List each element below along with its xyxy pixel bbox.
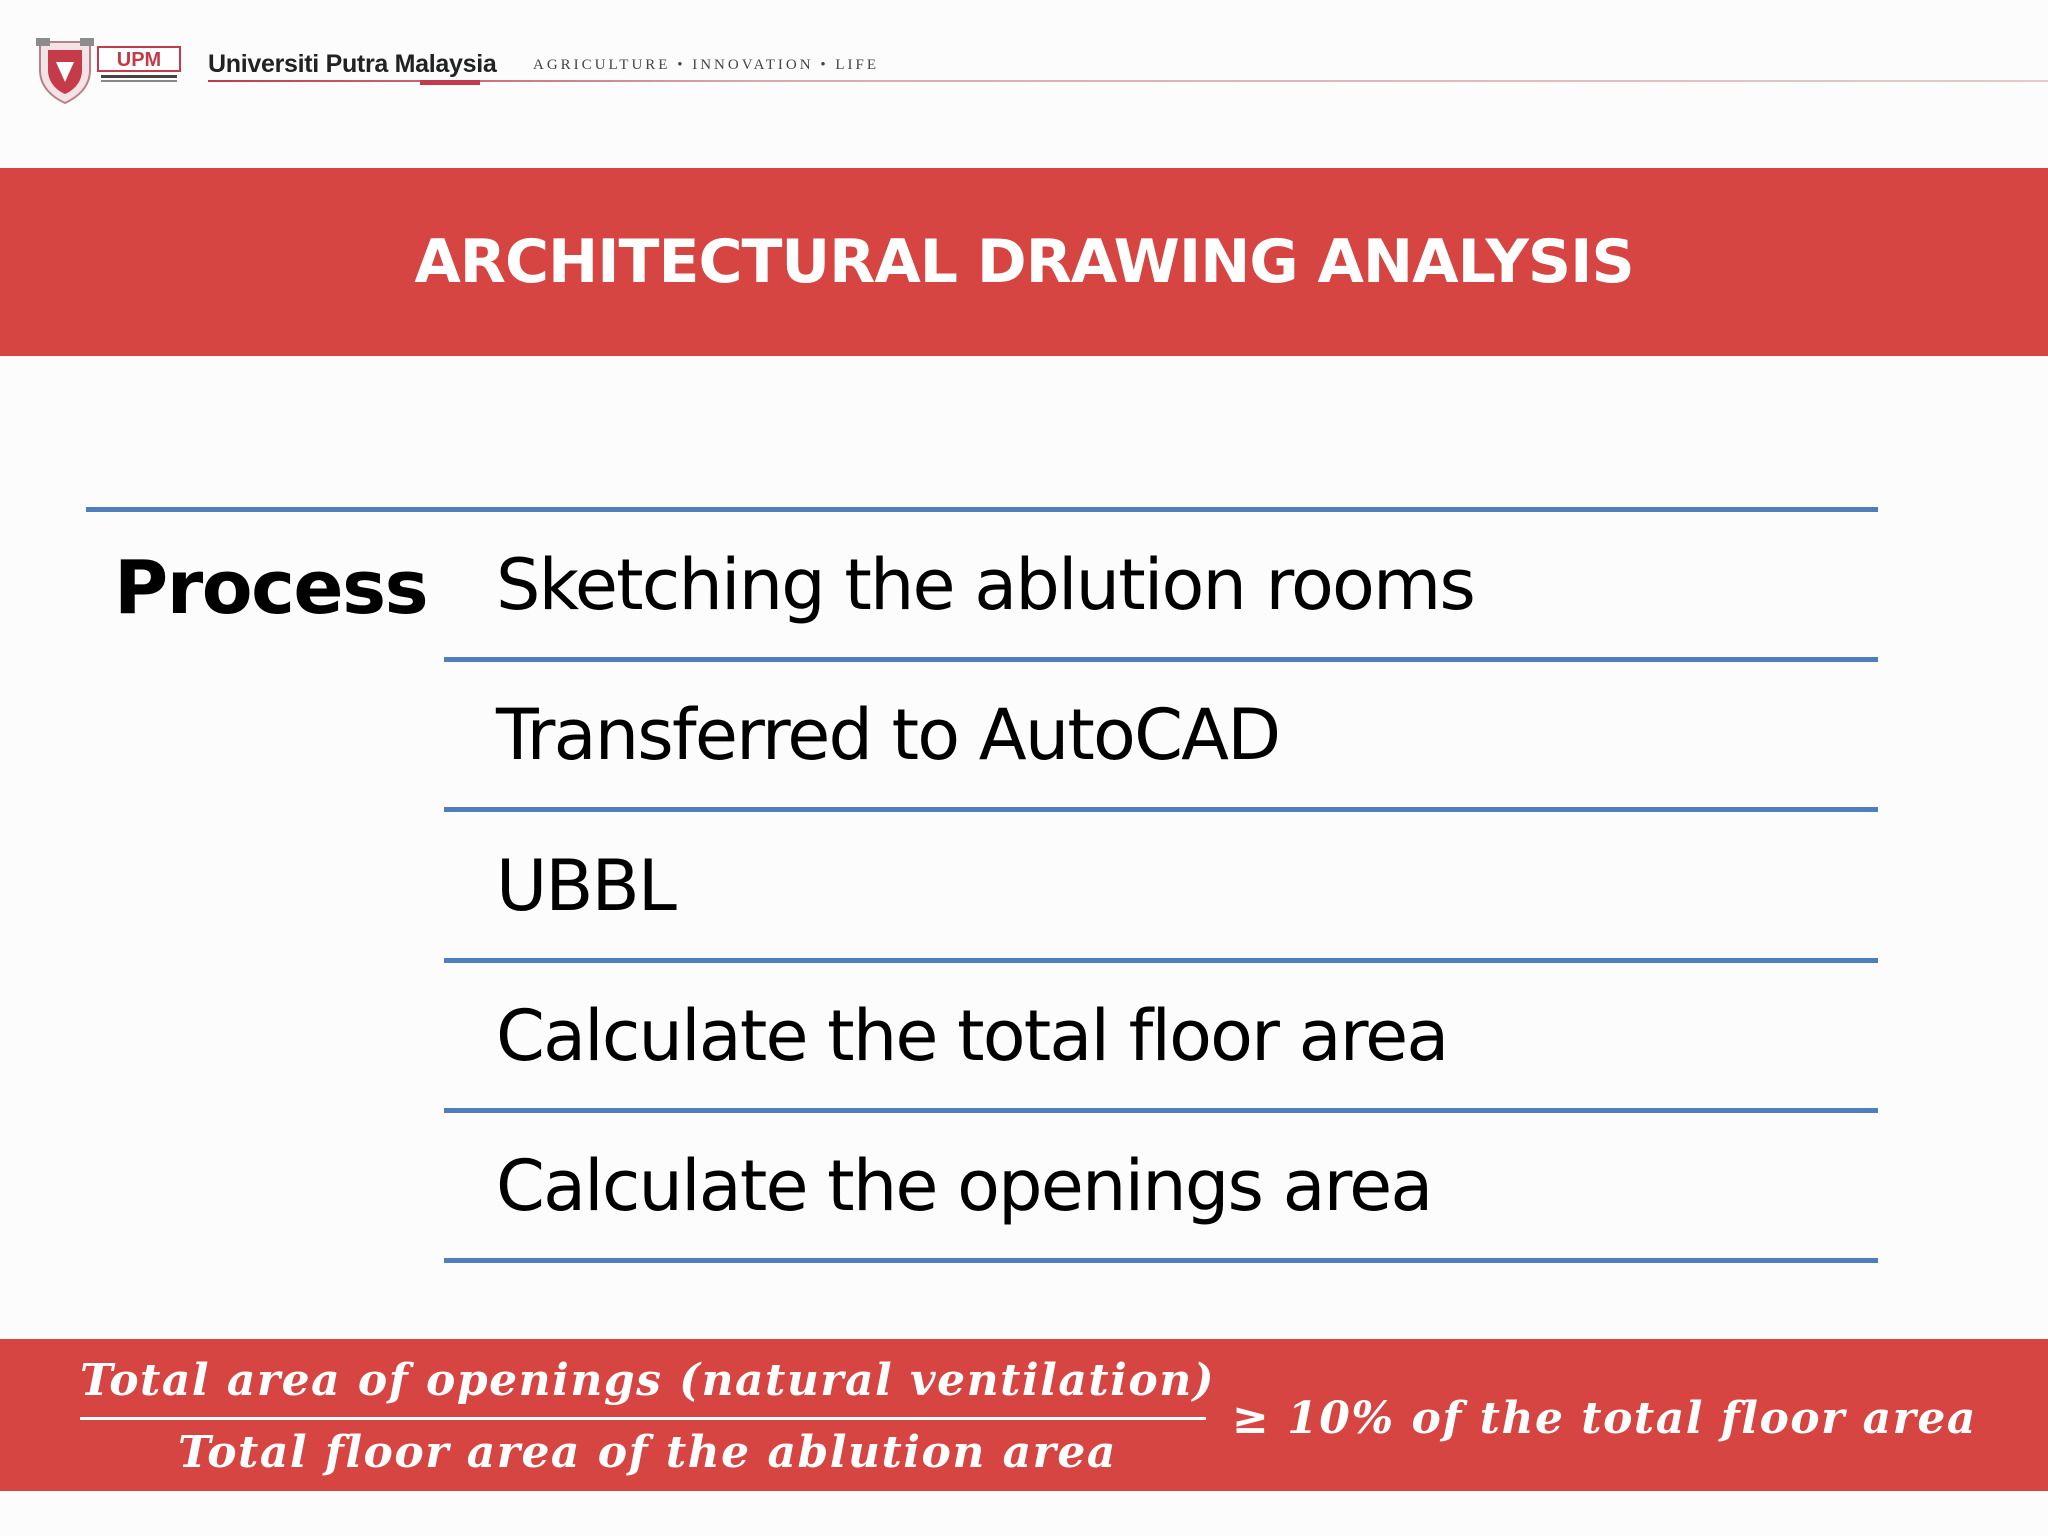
table-row-rule [444, 1108, 1878, 1113]
process-label: Process [114, 545, 428, 631]
university-tagline: AGRICULTURE • INNOVATION • LIFE [533, 57, 880, 73]
header-divider-accent [420, 80, 480, 85]
header [0, 0, 2048, 120]
table-row-rule [444, 657, 1878, 662]
table-top-rule [86, 507, 1878, 512]
table-row-rule [444, 958, 1878, 963]
title-band [0, 168, 2048, 356]
process-step-sketching: Sketching the ablution rooms [496, 544, 1475, 626]
formula-fraction-bar [80, 1417, 1206, 1420]
university-name: Universiti Putra Malaysia [208, 50, 497, 78]
formula-band [0, 1339, 2048, 1491]
process-step-openings-area: Calculate the openings area [496, 1145, 1432, 1227]
header-divider [208, 80, 2048, 82]
svg-text:UPM: UPM [116, 49, 162, 71]
formula-numerator: Total area of openings (natural ventilation) [80, 1355, 1216, 1406]
formula-denominator: Total floor area of the ablution area [178, 1427, 1117, 1478]
process-step-ubbl: UBBL [496, 845, 676, 927]
table-row-rule [444, 1258, 1878, 1263]
table-row-rule [444, 807, 1878, 812]
upm-logo [97, 46, 181, 86]
formula-inequality: ≥ 10% of the total floor area [1232, 1393, 1977, 1444]
process-step-autocad: Transferred to AutoCAD [496, 694, 1280, 776]
process-step-floor-area: Calculate the total floor area [496, 995, 1448, 1077]
slide-title: ARCHITECTURAL DRAWING ANALYSIS [414, 227, 1634, 297]
university-crest-icon [34, 36, 96, 106]
